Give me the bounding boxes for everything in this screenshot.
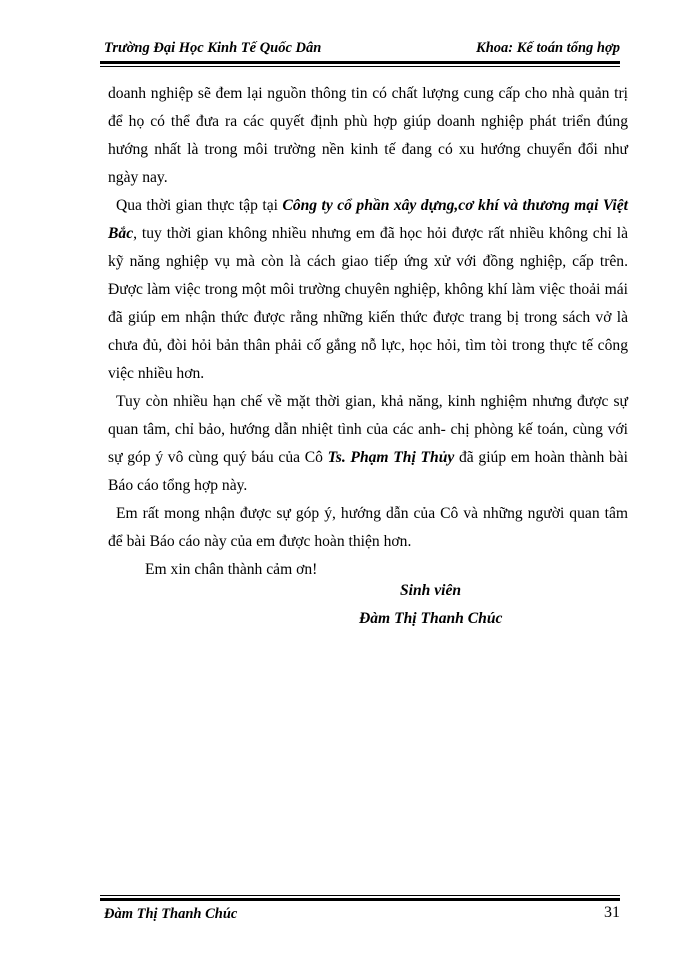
paragraph-3-rest: đã giúp em hoàn thành bài Báo cáo tổng hợp này.: [108, 449, 629, 494]
paragraph-3-lead: Tuy còn nhiều hạn chế về mặt thời gian, khả năng, kinh nghiệm nhưng được sự quan tâm, chỉ bảo, hướng dẫn nhiệt tình của các anh- chị phòng kế toán, cùng với sự góp ý vô cùng quý báu của Cô: [108, 393, 628, 466]
signature-name: Đàm Thị Thanh Chúc: [359, 610, 503, 627]
paragraph-1-text: doanh nghiệp sẽ đem lại nguồn thông tin có chất lượng cung cấp cho nhà quản trị để họ có thể đưa ra các quyết định phù hợp giúp doanh nghiệp phát triển đúng hướng nhất là trong môi trường nền kinh tế đang có xu hướng chuyển đổi như ngày nay.: [108, 85, 628, 186]
header-university: Trường Đại Học Kinh Tế Quốc Dân: [104, 40, 322, 56]
closing-line: [145, 556, 317, 584]
header-rule-thin: [100, 66, 620, 67]
footer-author: Đàm Thị Thanh Chúc: [104, 906, 238, 922]
paragraph-3: [108, 388, 628, 500]
page-number: 31: [604, 904, 620, 921]
paragraph-4: [108, 500, 628, 556]
footer-rule-thin: [100, 895, 620, 896]
teacher-name: Ts. Phạm Thị Thủy: [327, 449, 455, 466]
header-rule-thick: [100, 61, 620, 64]
footer-rule-thick: [100, 898, 620, 901]
header-faculty: Khoa: Kế toán tổng hợp: [476, 40, 620, 56]
company-name: Công ty cổ phần xây dựng,cơ khí và thương mại Việt Bắc: [108, 197, 628, 242]
page-footer: [100, 895, 620, 925]
paragraph-2-lead: Qua thời gian thực tập tại: [116, 197, 283, 214]
paragraph-4-text: Em rất mong nhận được sự góp ý, hướng dẫn của Cô và những người quan tâm để bài Báo cáo này của em được hoàn thiện hơn.: [108, 505, 628, 550]
page-header: [100, 38, 620, 68]
closing-line-text: Em xin chân thành cảm ơn!: [145, 561, 318, 578]
paragraph-1: [108, 80, 628, 192]
signature-role: Sinh viên: [400, 582, 462, 599]
paragraph-2: [108, 192, 628, 388]
paragraph-2-rest: , tuy thời gian không nhiều nhưng em đã học hỏi được rất nhiều không chỉ là kỹ năng nghiệp vụ mà còn là cách giao tiếp ứng xử với đồng nghiệp, cấp trên. Được làm việc trong một môi trường chuyên nghiệp, không khí làm việc thoải mái đã giúp em nhận thức được rằng những kiến thức được trang bị trong sách vở là chưa đủ, đòi hỏi bản thân phải cố gắng nỗ lực, học hỏi, tìm tòi trong thực tế công việc nhiều hơn.: [108, 225, 628, 382]
